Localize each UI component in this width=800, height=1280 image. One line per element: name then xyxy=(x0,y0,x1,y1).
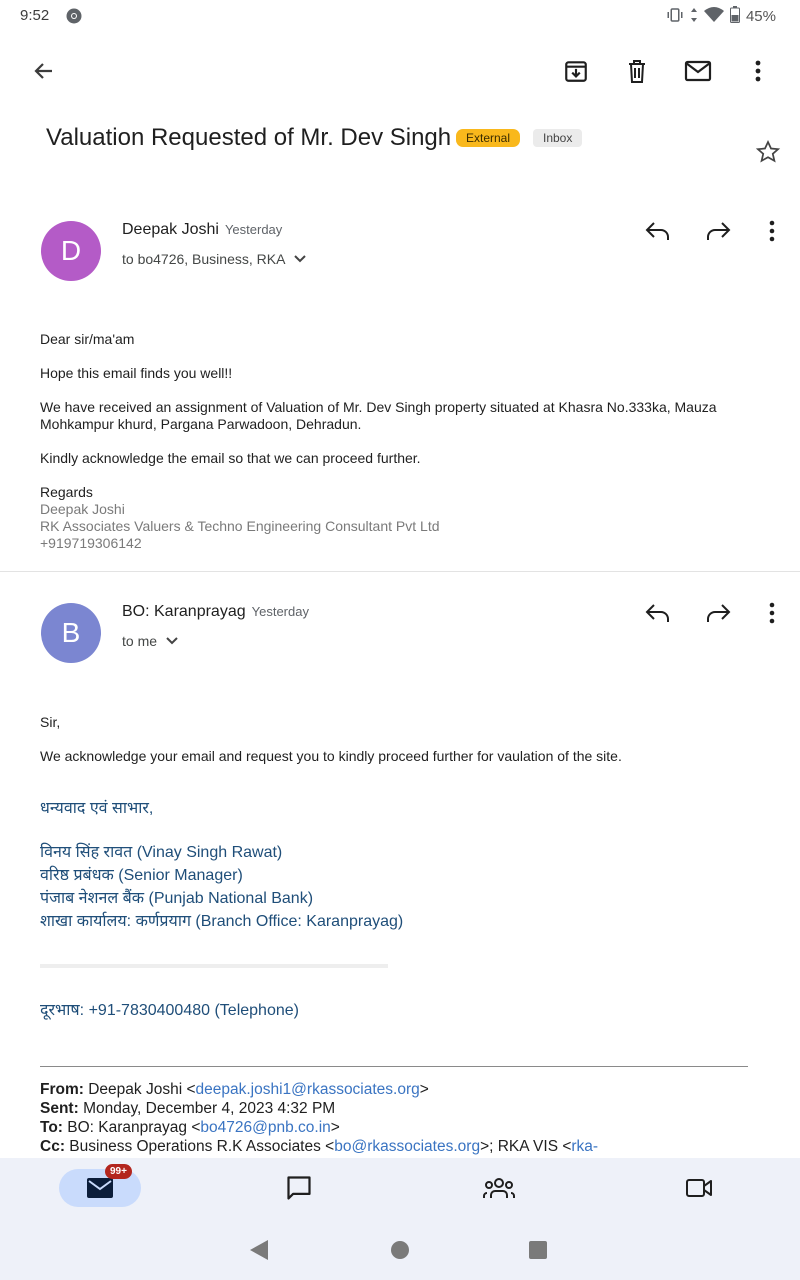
archive-icon xyxy=(563,58,589,84)
forward-button[interactable] xyxy=(704,217,732,245)
nav-chat[interactable] xyxy=(258,1169,340,1207)
mail-icon xyxy=(87,1178,113,1198)
message-body: Dear sir/ma'am Hope this email finds you well!! We have received an assignment of Valuation of Mr. Dev Singh property situated at Khasra No.333ka, Mauza Mohkampur khurd, Pargana Parwadoon, Dehradun. Kindly acknowledge the email so that we can proceed further. Regards Deepak Joshi RK Associates Valuers & Techno Engineering Consultant Pvt Ltd +919719306142 xyxy=(40,331,717,551)
more-vert-icon xyxy=(769,220,775,242)
sender-avatar[interactable]: B xyxy=(41,603,101,663)
arrow-back-icon xyxy=(32,59,56,83)
reply-button[interactable] xyxy=(644,599,672,627)
star-button[interactable] xyxy=(755,139,781,170)
circle-home-icon xyxy=(390,1240,410,1260)
recipients-toggle[interactable]: to me xyxy=(122,633,179,649)
reply-icon xyxy=(645,602,671,624)
reply-button[interactable] xyxy=(644,217,672,245)
signature-thanks: धन्यवाद एवं साभार, xyxy=(40,800,154,817)
wifi-icon xyxy=(704,7,724,27)
cc-email-link-2[interactable]: rka- xyxy=(571,1138,599,1155)
battery-percent: 45% xyxy=(745,8,776,25)
more-options-button[interactable] xyxy=(744,57,772,85)
data-arrows-icon xyxy=(690,7,698,27)
more-vert-icon xyxy=(755,59,761,83)
reply-icon xyxy=(645,220,671,242)
inbox-label[interactable]: Inbox xyxy=(533,129,582,147)
signature-phone: दूरभाष: +91-7830400480 (Telephone) xyxy=(40,1002,299,1019)
back-button[interactable] xyxy=(30,57,58,85)
email-subject: Valuation Requested of Mr. Dev Singh xyxy=(46,124,452,151)
nav-meet[interactable] xyxy=(658,1169,740,1207)
archive-button[interactable] xyxy=(562,57,590,85)
people-icon xyxy=(483,1176,515,1200)
message-more-button[interactable] xyxy=(758,599,786,627)
unread-badge: 99+ xyxy=(105,1164,132,1179)
chevron-down-icon xyxy=(293,254,307,264)
system-recents-button[interactable] xyxy=(526,1238,550,1262)
vibrate-icon xyxy=(666,7,684,27)
to-email-link[interactable]: bo4726@pnb.co.in xyxy=(200,1119,331,1136)
forward-icon xyxy=(705,602,731,624)
delete-button[interactable] xyxy=(623,57,651,85)
mail-icon xyxy=(684,59,712,83)
sender-name[interactable]: BO: Karanprayag Yesterday xyxy=(122,603,309,620)
chevron-down-icon xyxy=(165,636,179,646)
system-home-button[interactable] xyxy=(388,1238,412,1262)
system-back-button[interactable] xyxy=(247,1238,271,1262)
message-divider xyxy=(0,571,800,572)
message-body: Sir, We acknowledge your email and request you to kindly proceed further for vaulation of the site. xyxy=(40,714,622,764)
battery-icon xyxy=(730,6,740,27)
status-bar xyxy=(0,0,800,32)
recipients-toggle[interactable]: to bo4726, Business, RKA xyxy=(122,251,307,267)
external-label: External xyxy=(456,129,520,147)
mark-unread-button[interactable] xyxy=(684,57,712,85)
triangle-back-icon xyxy=(248,1239,270,1261)
message-more-button[interactable] xyxy=(758,217,786,245)
sender-name[interactable]: Deepak Joshi Yesterday xyxy=(122,221,283,238)
forward-icon xyxy=(705,220,731,242)
chat-icon xyxy=(285,1174,313,1202)
star-icon xyxy=(755,139,781,165)
square-recents-icon xyxy=(528,1240,548,1260)
nav-mail[interactable] xyxy=(59,1166,141,1207)
toolbar xyxy=(0,45,800,97)
from-email-link[interactable]: deepak.joshi1@rkassociates.org xyxy=(195,1081,420,1098)
status-time: 9:52 xyxy=(20,7,50,24)
video-camera-icon xyxy=(685,1177,713,1199)
signature-block: विनय सिंह रावत (Vinay Singh Rawat) वरिष्ठ प्रबंधक (Senior Manager) पंजाब नेशनल बैंक (Punjab National Bank) शाखा कार्यालय: कर्णप्रयाग (Branch Office: Karanprayag) xyxy=(40,844,404,930)
quoted-header: From: Deepak Joshi <deepak.joshi1@rkassociates.org> Sent: Monday, December 4, 2023 4:32 PM To: BO: Karanprayag <bo4726@pnb.co.in> Cc: Business Operations R.K Associates <bo@rkassociates.org>; RKA VIS <rka- xyxy=(40,1066,748,1156)
chrome-icon xyxy=(65,7,83,30)
cc-email-link[interactable]: bo@rkassociates.org xyxy=(334,1138,481,1155)
sender-avatar[interactable]: D xyxy=(41,221,101,281)
trash-icon xyxy=(625,58,649,84)
signature-divider xyxy=(40,964,388,968)
message-time: Yesterday xyxy=(251,604,309,619)
nav-spaces[interactable] xyxy=(458,1169,540,1207)
message-time: Yesterday xyxy=(224,222,283,237)
forward-button[interactable] xyxy=(704,599,732,627)
more-vert-icon xyxy=(769,602,775,624)
